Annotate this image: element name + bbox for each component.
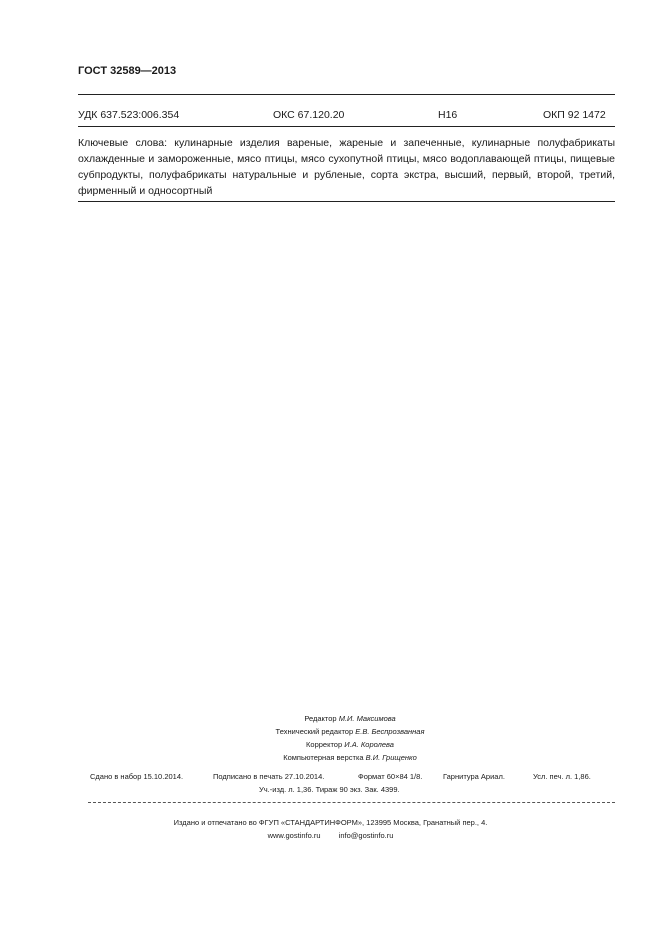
imprint-signed: Подписано в печать 27.10.2014. [213,772,325,781]
imprint-font: Гарнитура Ариал. [443,772,505,781]
publisher-website[interactable]: www.gostinfo.ru [267,831,321,840]
imprint-divider [88,802,615,803]
imprint-format: Формат 60×84 1/8. [358,772,423,781]
udk-code: УДК 637.523:006.354 [78,109,180,121]
credits-block [200,712,500,764]
publisher-email[interactable]: info@gostinfo.ru [338,831,394,840]
imprint-pages: Усл. печ. л. 1,86. [533,772,591,781]
oks-code: ОКС 67.120.20 [273,109,345,121]
standard-number: ГОСТ 32589—2013 [78,65,177,77]
publisher-contacts [0,831,661,840]
imprint-edition: Уч.-изд. л. 1,36. Тираж 90 экз. Зак. 4399. [259,785,400,794]
credit-corrector: Корректор И.А. Королева [306,740,394,749]
keywords-paragraph: Ключевые слова: кулинарные изделия вареные, жареные и запеченные, кулинарные полуфабрикаты охлажденные и замороженные, мясо птицы, мясо сухопутной птицы, мясо водоплавающей птицы, пищевые субпродукты, полуфабрикаты натуральные и рубленые, сорта экстра, высший, первый, второй, третий, фирменный и односортный [78,137,615,197]
credit-tech-editor: Технический редактор Е.В. Беспрозванная [275,727,425,736]
credit-editor: Редактор М.И. Максимова [304,714,396,723]
imprint-sent: Сдано в набор 15.10.2014. [90,772,184,781]
okp-code: ОКП 92 1472 [543,109,606,121]
publisher-line: Издано и отпечатано во ФГУП «СТАНДАРТИНФОРМ», 123995 Москва, Гранатный пер., 4. [173,818,488,827]
h-code: Н16 [438,109,458,121]
keywords-divider [78,201,615,202]
top-divider [78,94,615,95]
credit-layout: Компьютерная верстка В.И. Грищенко [283,753,417,762]
codes-divider [78,126,615,127]
